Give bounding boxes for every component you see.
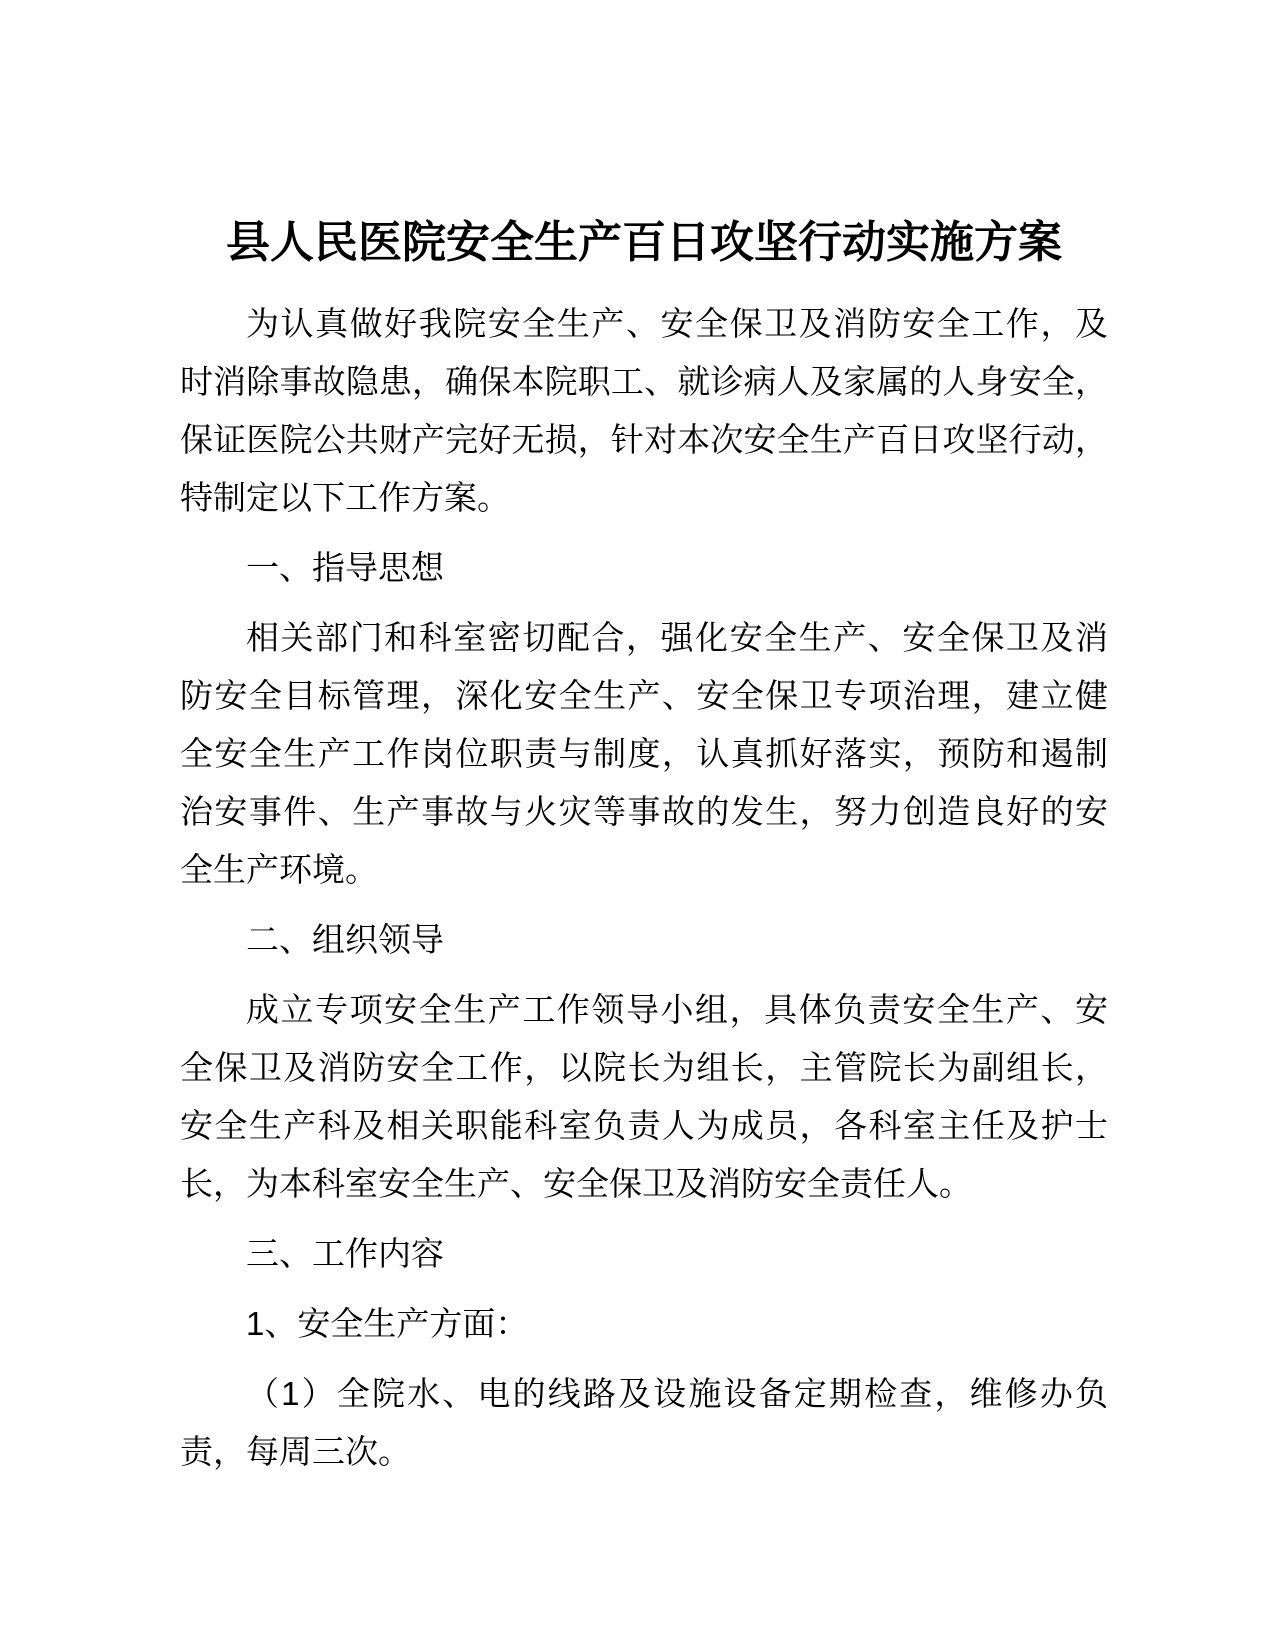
text-line: 时消除事故隐患，确保本院职工、就诊病人及家属的人身安全，	[180, 363, 1108, 400]
text-line: 相关部门和科室密切配合，强化安全生产、安全保卫及消	[246, 619, 1108, 656]
section-heading	[180, 539, 1108, 597]
paragraph	[180, 1365, 1108, 1481]
text-line: 全安全生产工作岗位职责与制度，认真抓好落实，预防和遏制	[180, 735, 1108, 772]
text-line: 长，为本科室安全生产、安全保卫及消防安全责任人。	[180, 1165, 972, 1202]
text-line: 责，每周三次。	[180, 1433, 411, 1470]
text-line: 安全生产科及相关职能科室负责人为成员，各科室主任及护士	[180, 1107, 1108, 1144]
section-heading	[180, 1295, 1108, 1353]
text-line: 全保卫及消防安全工作，以院长为组长，主管院长为副组长，	[180, 1049, 1108, 1086]
text-line: 全生产环境。	[180, 851, 378, 888]
text-line: 三、工作内容	[246, 1235, 444, 1272]
document-body	[180, 295, 1108, 1481]
text-line: 1、安全生产方面：	[246, 1305, 529, 1342]
paragraph	[180, 981, 1108, 1213]
text-line: 特制定以下工作方案。	[180, 479, 510, 516]
text-line: 一、指导思想	[246, 549, 444, 586]
text-line: 治安事件、生产事故与火灾等事故的发生，努力创造良好的安	[180, 793, 1108, 830]
text-line: 保证医院公共财产完好无损，针对本次安全生产百日攻坚行动，	[180, 421, 1108, 458]
paragraph	[180, 609, 1108, 899]
text-line: 成立专项安全生产工作领导小组，具体负责安全生产、安	[246, 991, 1108, 1028]
text-line: 二、组织领导	[246, 921, 444, 958]
text-line: 为认真做好我院安全生产、安全保卫及消防安全工作，及	[246, 305, 1108, 342]
paragraph	[180, 295, 1108, 527]
text-line: 防安全目标管理，深化安全生产、安全保卫专项治理，建立健	[180, 677, 1108, 714]
document-title: 县人民医院安全生产百日攻坚行动实施方案	[226, 218, 1062, 267]
section-heading	[180, 911, 1108, 969]
text-line: （1）全院水、电的线路及设施设备定期检查，维修办负	[246, 1375, 1108, 1412]
section-heading	[180, 1225, 1108, 1283]
